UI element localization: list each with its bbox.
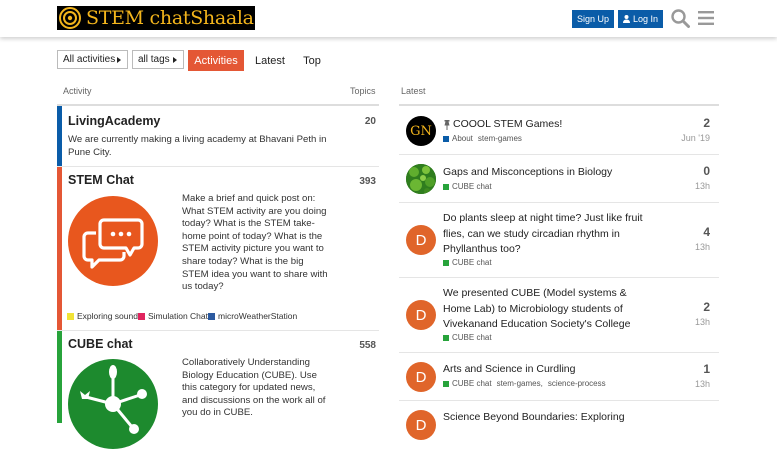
logo-emblem-icon xyxy=(59,7,81,29)
topic-category[interactable]: About xyxy=(452,134,473,143)
category-description: Make a brief and quick post on: What STEM activity are you doing today? What is the STEM take-home point of today? What is the STEM activity picture you want to share today? What is the big STEM idea you want to share with us today? xyxy=(182,193,328,293)
topic-title[interactable] xyxy=(443,117,653,133)
log-in-label: Log In xyxy=(632,14,659,24)
avatar-initial: D xyxy=(415,306,427,324)
subcategory-name: Simulation Chat xyxy=(148,311,209,321)
category-color-swatch xyxy=(443,184,449,190)
topic-meta xyxy=(443,379,606,388)
topic-title[interactable]: Do plants sleep at night time? Just like fruit flies, can we study circadian rhythm in Phyllanthus too? xyxy=(443,212,643,255)
activity-column-header: Activity xyxy=(63,86,92,96)
category-description: We are currently making a living academy at Bhavani Peth in Pune City. xyxy=(68,134,327,158)
topic-tag[interactable]: science-process xyxy=(547,379,606,388)
subcategory-name: microWeatherStation xyxy=(218,311,298,321)
caret-right-icon xyxy=(117,57,121,63)
avatar[interactable] xyxy=(406,164,436,194)
category-name[interactable]: LivingAcademy xyxy=(68,114,161,128)
logo-text: STEM chatShaala xyxy=(86,7,254,29)
topic-meta xyxy=(443,134,522,143)
topic-meta xyxy=(443,182,492,191)
hamburger-menu-icon[interactable] xyxy=(698,11,714,25)
topic-reply-count[interactable]: 4 xyxy=(703,225,710,239)
subcategory-name: Exploring sound xyxy=(77,311,138,321)
topic-row[interactable] xyxy=(399,106,719,155)
topic-title-text: COOOL STEM Games! xyxy=(453,118,563,130)
category-color-swatch xyxy=(443,136,449,142)
topic-row[interactable] xyxy=(399,278,719,353)
avatar[interactable] xyxy=(406,225,436,255)
category-row-livingacademy[interactable] xyxy=(57,106,379,167)
topic-category[interactable]: CUBE chat xyxy=(452,258,492,267)
topics-column-header: Topics xyxy=(350,86,376,96)
category-color-bar xyxy=(57,331,62,423)
avatar-initial: D xyxy=(415,231,427,249)
topic-activity-age[interactable]: 13h xyxy=(694,181,710,191)
topic-activity-age[interactable]: 13h xyxy=(694,379,710,389)
topic-title[interactable]: We presented CUBE (Model systems & Home Lab) to Microbiology students of Vivekanand Education Society's College xyxy=(443,287,631,330)
log-in-button[interactable] xyxy=(618,10,663,28)
subcategory-link[interactable] xyxy=(67,311,138,321)
topic-reply-count[interactable]: 2 xyxy=(703,116,710,130)
topic-category[interactable]: CUBE chat xyxy=(452,379,492,388)
category-topic-count: 393 xyxy=(359,176,376,187)
topic-meta xyxy=(443,258,492,267)
tag-dropdown[interactable] xyxy=(132,50,184,69)
topic-activity-age[interactable]: 13h xyxy=(694,242,710,252)
category-color-swatch xyxy=(443,335,449,341)
topic-reply-count[interactable]: 0 xyxy=(703,164,710,178)
site-logo[interactable] xyxy=(57,6,255,30)
topic-tag[interactable]: stem-games xyxy=(477,134,522,143)
search-icon[interactable] xyxy=(671,9,690,28)
category-name[interactable]: STEM Chat xyxy=(68,173,134,187)
topic-title[interactable]: Arts and Science in Curdling xyxy=(443,363,576,375)
topic-row[interactable] xyxy=(399,401,719,434)
pin-icon xyxy=(443,120,451,130)
category-topic-count: 20 xyxy=(364,116,376,127)
chat-bubbles-icon xyxy=(68,196,158,286)
subcategory-link[interactable] xyxy=(138,311,208,321)
subcategory-color-swatch xyxy=(208,313,215,320)
category-dropdown[interactable] xyxy=(57,50,128,69)
avatar[interactable] xyxy=(406,300,436,330)
caret-right-icon xyxy=(173,57,177,63)
subcategory-link[interactable] xyxy=(208,311,297,321)
avatar-initial: D xyxy=(415,368,427,386)
subcategory-color-swatch xyxy=(67,313,74,320)
avatar[interactable] xyxy=(406,410,436,440)
latest-column-header: Latest xyxy=(401,86,426,96)
topic-category[interactable]: CUBE chat xyxy=(452,182,492,191)
category-description: Collaboratively Understanding Biology Education (CUBE). Use this category for updated news, and discussions on the work all of you do in CUBE. xyxy=(182,357,326,419)
topic-category[interactable]: CUBE chat xyxy=(452,333,492,342)
topic-tag[interactable]: stem-games, xyxy=(496,379,543,388)
category-topic-count: 558 xyxy=(359,340,376,351)
category-color-swatch xyxy=(443,381,449,387)
topic-reply-count[interactable]: 2 xyxy=(703,300,710,314)
category-color-swatch xyxy=(443,260,449,266)
avatar-initials: GN xyxy=(410,123,432,139)
topic-activity-age[interactable]: Jun '19 xyxy=(681,133,710,143)
topic-meta xyxy=(443,333,492,342)
category-name[interactable]: CUBE chat xyxy=(68,337,133,351)
category-color-bar xyxy=(57,167,62,330)
category-row-stem-chat[interactable] xyxy=(57,167,379,331)
avatar-initial: D xyxy=(415,416,427,434)
avatar[interactable] xyxy=(406,116,436,146)
category-row-cube-chat[interactable] xyxy=(57,331,379,423)
topic-reply-count[interactable]: 1 xyxy=(703,362,710,376)
topic-activity-age[interactable]: 13h xyxy=(694,317,710,327)
topic-title[interactable]: Science Beyond Boundaries: Exploring xyxy=(443,411,625,423)
tab-latest[interactable]: Latest xyxy=(255,54,285,67)
subcategory-color-swatch xyxy=(138,313,145,320)
sign-up-button[interactable]: Sign Up xyxy=(572,10,614,28)
leaf-pattern-image xyxy=(406,164,436,194)
avatar[interactable] xyxy=(406,362,436,392)
tab-top[interactable]: Top xyxy=(303,54,321,67)
topic-row[interactable] xyxy=(399,155,719,203)
cube-network-icon xyxy=(68,359,158,449)
topic-row[interactable] xyxy=(399,353,719,401)
site-header xyxy=(0,0,777,37)
category-color-bar xyxy=(57,106,62,166)
category-dropdown-label: All activities xyxy=(63,54,116,65)
tab-activities[interactable]: Activities xyxy=(188,50,244,71)
tag-dropdown-label: all tags xyxy=(138,54,170,65)
topic-title[interactable]: Gaps and Misconceptions in Biology xyxy=(443,166,613,178)
topic-row[interactable] xyxy=(399,203,719,278)
user-icon xyxy=(623,15,630,23)
